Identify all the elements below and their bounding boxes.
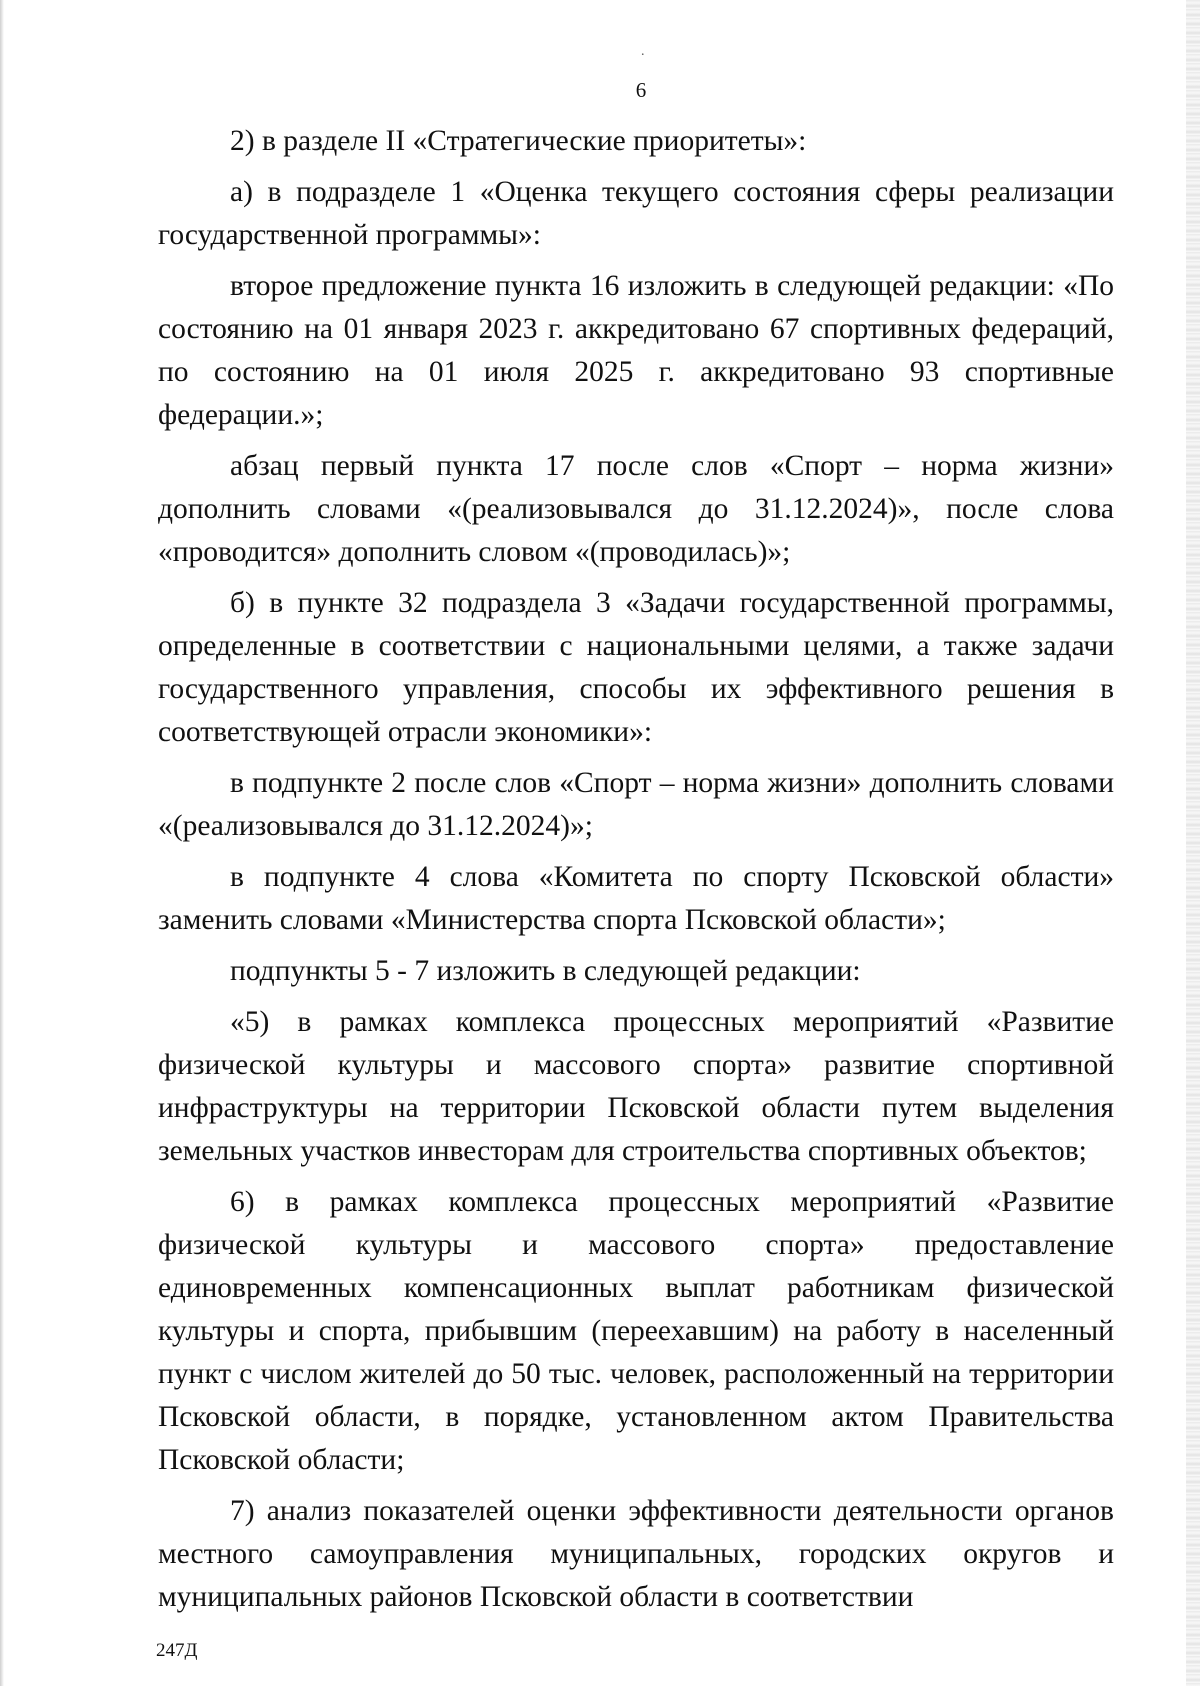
paragraph-item-5: «5) в рамках комплекса процессных мероприятий «Развитие физической культуры и массового спорта» развитие спортивной инфраструктуры на территории Псковской области путем выделения земельных участков инвесторам для строительства спортивных объектов; [158, 1006, 1114, 1167]
paragraph-subsection-a: а) в подразделе 1 «Оценка текущего состояния сферы реализации государственной программы»: [158, 176, 1114, 251]
scan-speck: . [641, 44, 645, 59]
paragraph-point-17: абзац первый пункта 17 после слов «Спорт – норма жизни» дополнить словами «(реализовывался до 31.12.2024)», после слова «проводится» дополнить словом «(проводилась)»; [158, 450, 1114, 568]
scan-edge-left [0, 0, 4, 1686]
paragraph-item-6: 6) в рамках комплекса процессных мероприятий «Развитие физической культуры и массового спорта» предоставление единовременных компенсационных выплат работникам физической культуры и спорта, прибывшим (переехавшим) на работу в населенный пункт с числом жителей до 50 тыс. человек, расположенный на территории Псковской области, в порядке, установленном актом Правительства Псковской области; [158, 1186, 1114, 1476]
document-body [158, 120, 1114, 1627]
paragraph-subpoint-4: в подпункте 4 слова «Комитета по спорту Псковской области» заменить словами «Министерства спорта Псковской области»; [158, 861, 1114, 936]
footer-document-code: 247Д [156, 1640, 198, 1661]
page-number: 6 [635, 78, 647, 102]
paragraph-section-2: 2) в разделе II «Стратегические приоритеты»: [230, 125, 807, 157]
paragraph-subsection-b: б) в пункте 32 подраздела 3 «Задачи государственной программы, определенные в соответствии с национальными целями, а также задачи государственного управления, способы их эффективного решения в соответствующей отрасли экономики»: [158, 587, 1114, 748]
paragraph-subpoint-2: в подпункте 2 после слов «Спорт – норма жизни» дополнить словами «(реализовывался до 31.12.2024)»; [158, 767, 1114, 842]
paragraph-point-16: второе предложение пункта 16 изложить в следующей редакции: «По состоянию на 01 января 2023 г. аккредитовано 67 спортивных федераций, по состоянию на 01 июля 2025 г. аккредитовано 93 спортивные федерации.»; [158, 270, 1114, 431]
paragraph-subpoints-5-7: подпункты 5 - 7 изложить в следующей редакции: [230, 955, 861, 987]
paragraph-item-7: 7) анализ показателей оценки эффективности деятельности органов местного самоуправления муниципальных, городских округов и муниципальных районов Псковской области в соответствии [158, 1495, 1114, 1613]
scan-edge-right [1186, 0, 1200, 1686]
